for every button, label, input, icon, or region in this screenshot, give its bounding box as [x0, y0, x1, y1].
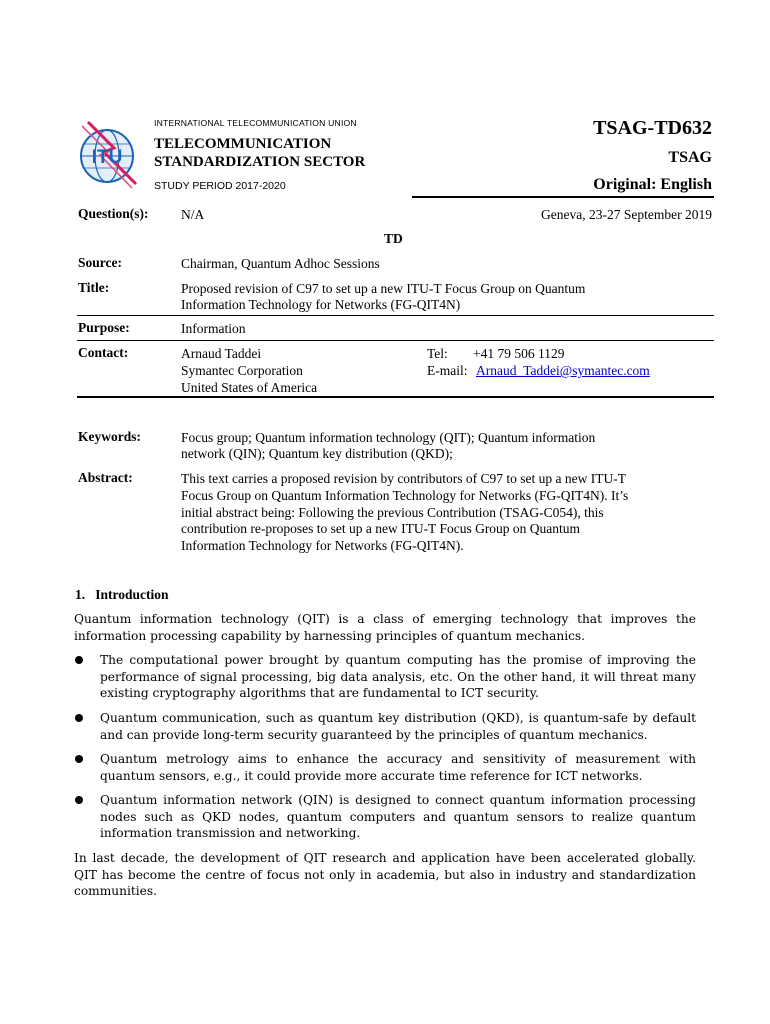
email-label: E-mail:	[427, 363, 468, 378]
org-name-small: INTERNATIONAL TELECOMMUNICATION UNION	[154, 118, 357, 128]
keywords-line-2: network (QIN); Quantum key distribution (QKD);	[181, 446, 453, 461]
abstract-line: Information Technology for Networks (FG-QIT4N).	[181, 538, 464, 553]
abstract-line: Focus Group on Quantum Information Technology for Networks (FG-QIT4N). It’s	[181, 488, 629, 503]
contact-name: Arnaud Taddei	[181, 346, 262, 361]
question-value: N/A	[181, 207, 205, 222]
intro-paragraph-1: Quantum information technology (QIT) is a class of emerging technology that improves the information processing capability by harnessing principles of quantum mechanics.	[74, 612, 696, 643]
bullet-icon	[75, 755, 83, 763]
title-line-1: Proposed revision of C97 to set up a new ITU-T Focus Group on Quantum	[181, 281, 586, 296]
contact-organization: Symantec Corporation	[181, 363, 303, 378]
title-label: Title:	[78, 280, 110, 295]
place-date: Geneva, 23-27 September 2019	[541, 207, 712, 222]
bullet-icon	[75, 714, 83, 722]
svg-text:ITU: ITU	[91, 147, 123, 168]
contact-label: Contact:	[78, 345, 129, 360]
tel-label: Tel:	[427, 346, 448, 361]
sector-line-2: STANDARDIZATION SECTOR	[154, 154, 366, 170]
header-rule	[412, 196, 714, 198]
itu-globe-icon	[74, 118, 144, 190]
purpose-label: Purpose:	[78, 320, 130, 335]
bullet-icon	[75, 656, 83, 664]
tel-value: +41 79 506 1129	[473, 346, 565, 361]
group-name: TSAG	[668, 149, 712, 166]
purpose-value: Information	[181, 321, 246, 336]
contact-rule	[77, 340, 714, 341]
contact-country: United States of America	[181, 380, 318, 395]
itu-logo	[74, 118, 144, 190]
abstract-line: initial abstract being: Following the previous Contribution (TSAG-C054), this	[181, 505, 604, 520]
abstract-line: This text carries a proposed revision by contributors of C97 to set up a new ITU-T	[181, 471, 627, 486]
intro-paragraph-2: In last decade, the development of QIT research and application have been accelerated globally. QIT has become the centre of focus not only in academia, but also in industry and standardization communities.	[74, 851, 696, 898]
question-label: Question(s):	[78, 206, 149, 221]
abstract-label: Abstract:	[78, 470, 133, 485]
document-id: TSAG-TD632	[593, 117, 712, 139]
study-period: STUDY PERIOD 2017-2020	[154, 180, 286, 192]
bullet-item: Quantum communication, such as quantum key distribution (QKD), is quantum-safe by default and can provide long-term security guaranteed by the principles of quantum mechanics.	[100, 711, 696, 742]
document-type: TD	[384, 231, 403, 246]
purpose-rule	[77, 315, 714, 316]
source-value: Chairman, Quantum Adhoc Sessions	[181, 256, 380, 271]
bullet-item: Quantum metrology aims to enhance the accuracy and sensitivity of measurement with quantum sensors, e.g., it could provide more accurate time reference for ICT networks.	[100, 752, 696, 783]
original-language: Original: English	[593, 176, 712, 193]
bullet-item: Quantum information network (QIN) is designed to connect quantum information processing nodes such as QKD nodes, quantum computers and quantum sensors to realize quantum information transmission and networking.	[100, 793, 696, 840]
sector-line-1: TELECOMMUNICATION	[154, 136, 332, 152]
keywords-line-1: Focus group; Quantum information technology (QIT); Quantum information	[181, 430, 596, 445]
keywords-label: Keywords:	[78, 429, 141, 444]
section-heading: 1. Introduction	[75, 587, 169, 602]
email-link[interactable]: Arnaud_Taddei@symantec.com	[476, 363, 650, 378]
bullet-item: The computational power brought by quantum computing has the promise of improving the performance of signal processing, big data analysis, etc. On the other hand, it will threat many existing cryptography algorithms that are fundamental to ICT security.	[100, 653, 696, 700]
title-line-2: Information Technology for Networks (FG-QIT4N)	[181, 297, 461, 312]
meta-bottom-rule	[77, 396, 714, 398]
abstract-line: contribution re-proposes to set up a new ITU-T Focus Group on Quantum	[181, 521, 581, 536]
bullet-icon	[75, 796, 83, 804]
source-label: Source:	[78, 255, 122, 270]
